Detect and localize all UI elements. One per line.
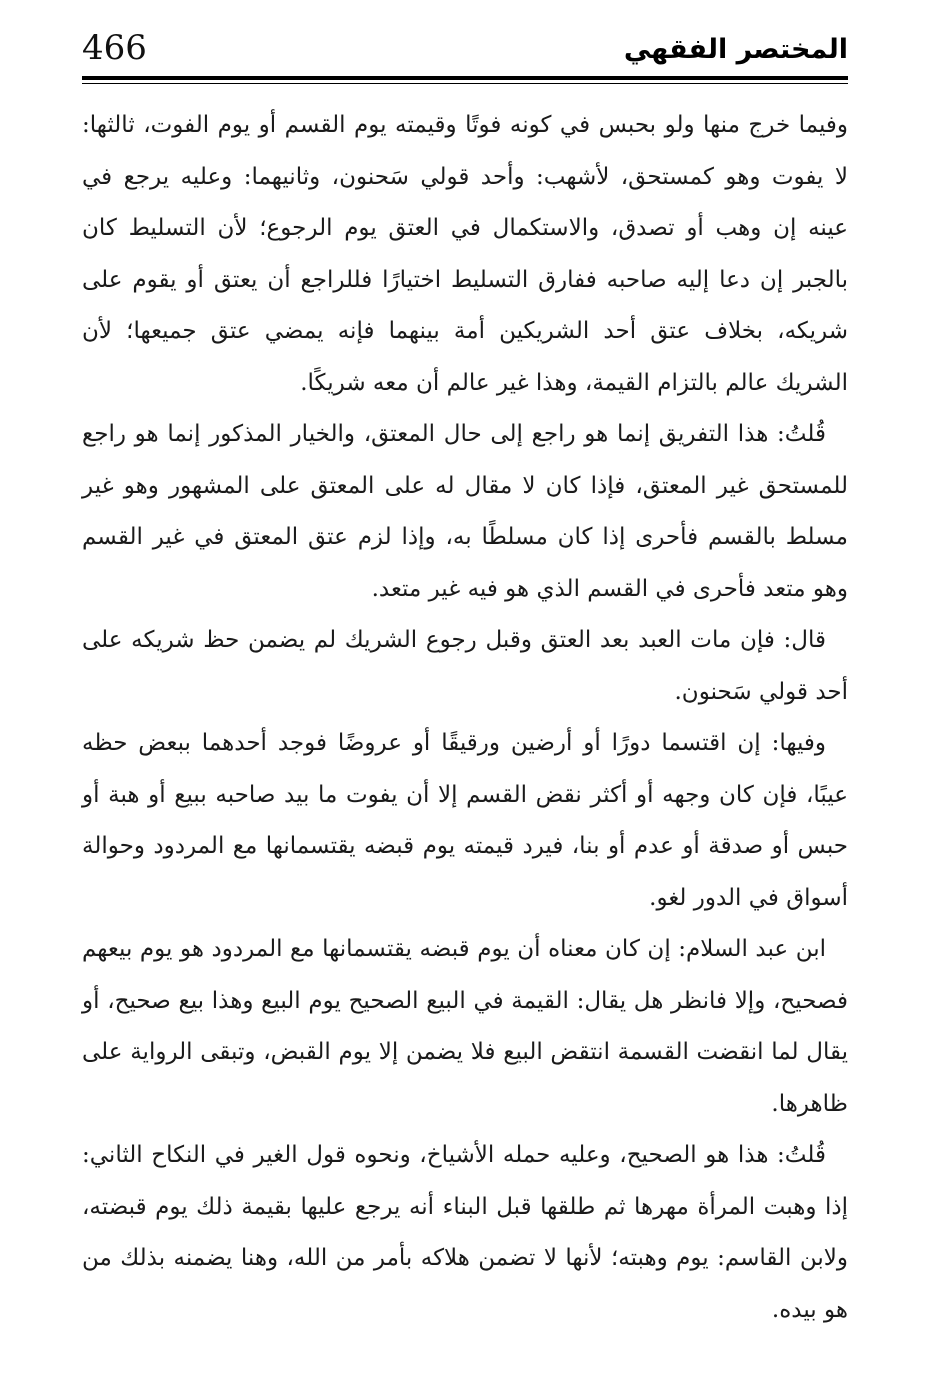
paragraph: قُلتُ: هذا هو الصحيح، وعليه حمله الأشياخ، ونحوه قول الغير في النكاح الثاني: إذا وهبت المرأة مهرها ثم طلقها قبل البناء أنه يرجع عليها بقيمة ذلك يوم قبضته، ولابن القاسم: يوم وهبته؛ لأنها لا تضمن هلاكه بأمر من الله، وهنا يضمنه بذلك من هو بيده. [82,1142,848,1323]
running-title: المختصر الفقهي [623,34,848,65]
paragraph: قُلتُ: هذا التفريق إنما هو راجع إلى حال المعتق، والخيار المذكور إنما هو راجع للمستحق غير المعتق، فإذا كان لا مقال له على المعتق على المشهور وهو غير مسلط بالقسم فأحرى إذا كان مسلطًا به، وإذا لزم عتق المعتق في غير القسم وهو متعد فأحرى في القسم الذي هو فيه غير متعد. [82,421,848,602]
paragraph: ابن عبد السلام: إن كان معناه أن يوم قبضه يقتسمانها مع المردود هو يوم بيعهم فصحيح، وإلا فانظر هل يقال: القيمة في البيع الصحيح يوم البيع وهذا بيع صحيح، أو يقال لما انقضت القسمة انتقض البيع فلا يضمن إلا يوم القبض، وتبقى الرواية على ظاهرها. [82,936,848,1117]
paragraph: وفيها: إن اقتسما دورًا أو أرضين ورقيقًا أو عروضًا فوجد أحدهما ببعض حظه عيبًا، فإن كان وجهه أو أكثر نقض القسم إلا أن يفوت ما بيد صاحبه ببيع أو هبة أو حبس أو صدقة أو عدم أو بنا، فيرد قيمته يوم قبضه يقتسمانها مع المردود وحوالة أسواق في الدور لغو. [82,730,848,911]
page-header [82,22,848,80]
page-number: 466 [82,28,147,68]
paragraph: قال: فإن مات العبد بعد العتق وقبل رجوع الشريك لم يضمن حظ شريكه على أحد قولي سَحنون. [82,627,848,705]
paragraph: وفيما خرج منها ولو بحبس في كونه فوتًا وقيمته يوم القسم أو يوم الفوت، ثالثها: لا يفوت وهو كمستحق، لأشهب: وأحد قولي سَحنون، وثانيهما: وعليه يرجع في عينه إن وهب أو تصدق، والاستكمال في العتق يوم الرجوع؛ لأن التسليط كان بالجبر إن دعا إليه صاحبه ففارق التسليط اختيارًا فللراجع أن يعتق أو يقوم على شريكه، بخلاف عتق أحد الشريكين أمة بينهما فإنه يمضي عتق جميعها؛ لأن الشريك عالم بالتزام القيمة، وهذا غير عالم أن معه شريكًا. [82,112,848,396]
header-rule [82,76,848,80]
page-body [82,100,848,1336]
header-rule-thin [82,83,848,84]
